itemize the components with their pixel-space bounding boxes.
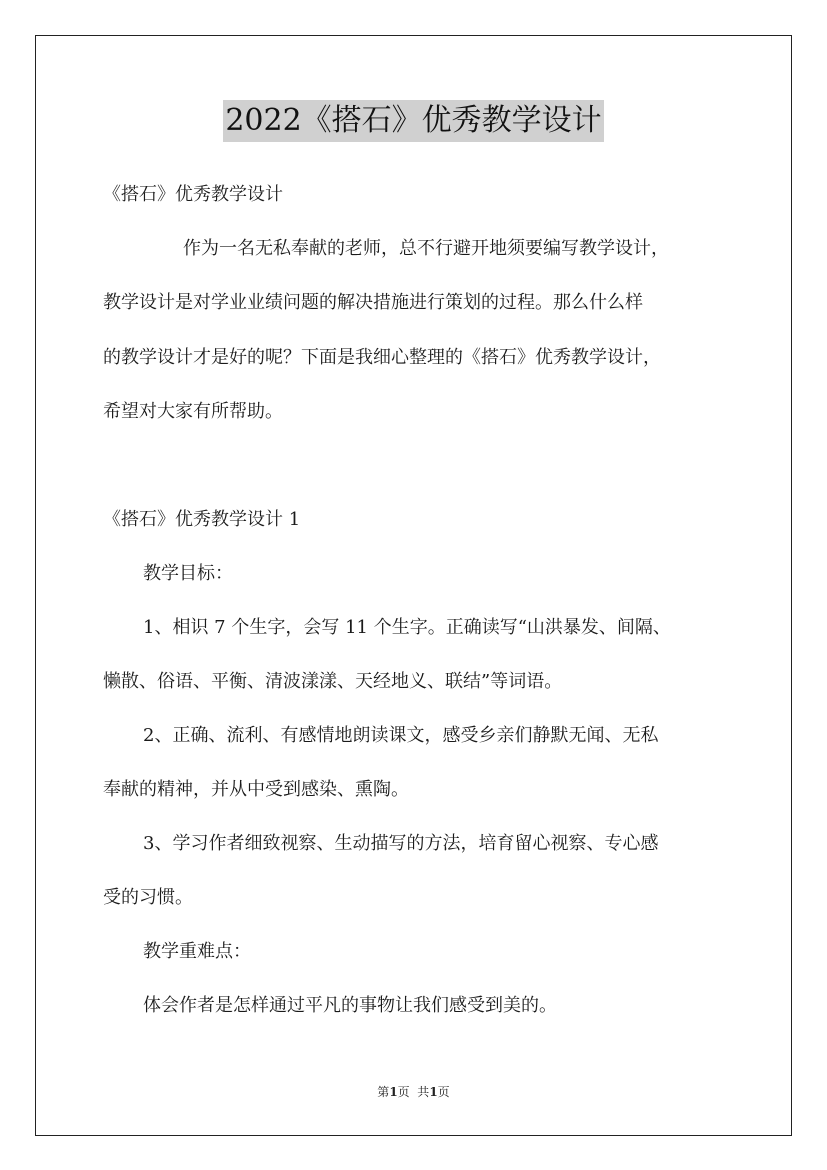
goal-2-line-1: 2、正确、流利、有感情地朗读课文，感受乡亲们静默无闻、无私: [143, 725, 659, 746]
footer-page-prefix: 第: [377, 1085, 390, 1099]
goals-label: 教学目标：: [143, 563, 233, 584]
goal-2-line-2: 奉献的精神，并从中受到感染、熏陶。: [103, 779, 409, 800]
footer-page-suffix: 页: [437, 1085, 450, 1099]
document-title: 2022《搭石》优秀教学设计: [223, 100, 603, 142]
goal-3-line-2: 受的习惯。: [103, 887, 193, 908]
key-points-label: 教学重难点：: [143, 941, 251, 962]
key-points-text: 体会作者是怎样通过平凡的事物让我们感受到美的。: [143, 995, 557, 1016]
intro-line-2: 教学设计是对学业业绩问题的解决措施进行策划的过程。那么什么样: [103, 292, 643, 313]
page-footer: [0, 1084, 827, 1100]
goal-1-line-1: 1、相识 7 个生字，会写 11 个生字。正确读写“山洪暴发、间隔、: [143, 617, 671, 638]
intro-line-4: 希望对大家有所帮助。: [103, 401, 283, 422]
goal-1-line-2: 懒散、俗语、平衡、清波漾漾、天经地义、联结”等词语。: [103, 671, 563, 692]
intro-line-3: 的教学设计才是好的呢？下面是我细心整理的《搭石》优秀教学设计，: [103, 347, 661, 368]
title-container: [0, 100, 827, 142]
section-heading: 《搭石》优秀教学设计 1: [103, 509, 301, 530]
intro-line-1: 作为一名无私奉献的老师，总不行避开地须要编写教学设计，: [183, 238, 669, 259]
footer-page-total: 1: [429, 1085, 438, 1099]
footer-page-number: 1: [389, 1085, 398, 1099]
document-subtitle: 《搭石》优秀教学设计: [103, 184, 283, 205]
goal-3-line-1: 3、学习作者细致视察、生动描写的方法，培育留心视察、专心感: [143, 833, 659, 854]
footer-page-mid: 页 共: [397, 1085, 430, 1099]
